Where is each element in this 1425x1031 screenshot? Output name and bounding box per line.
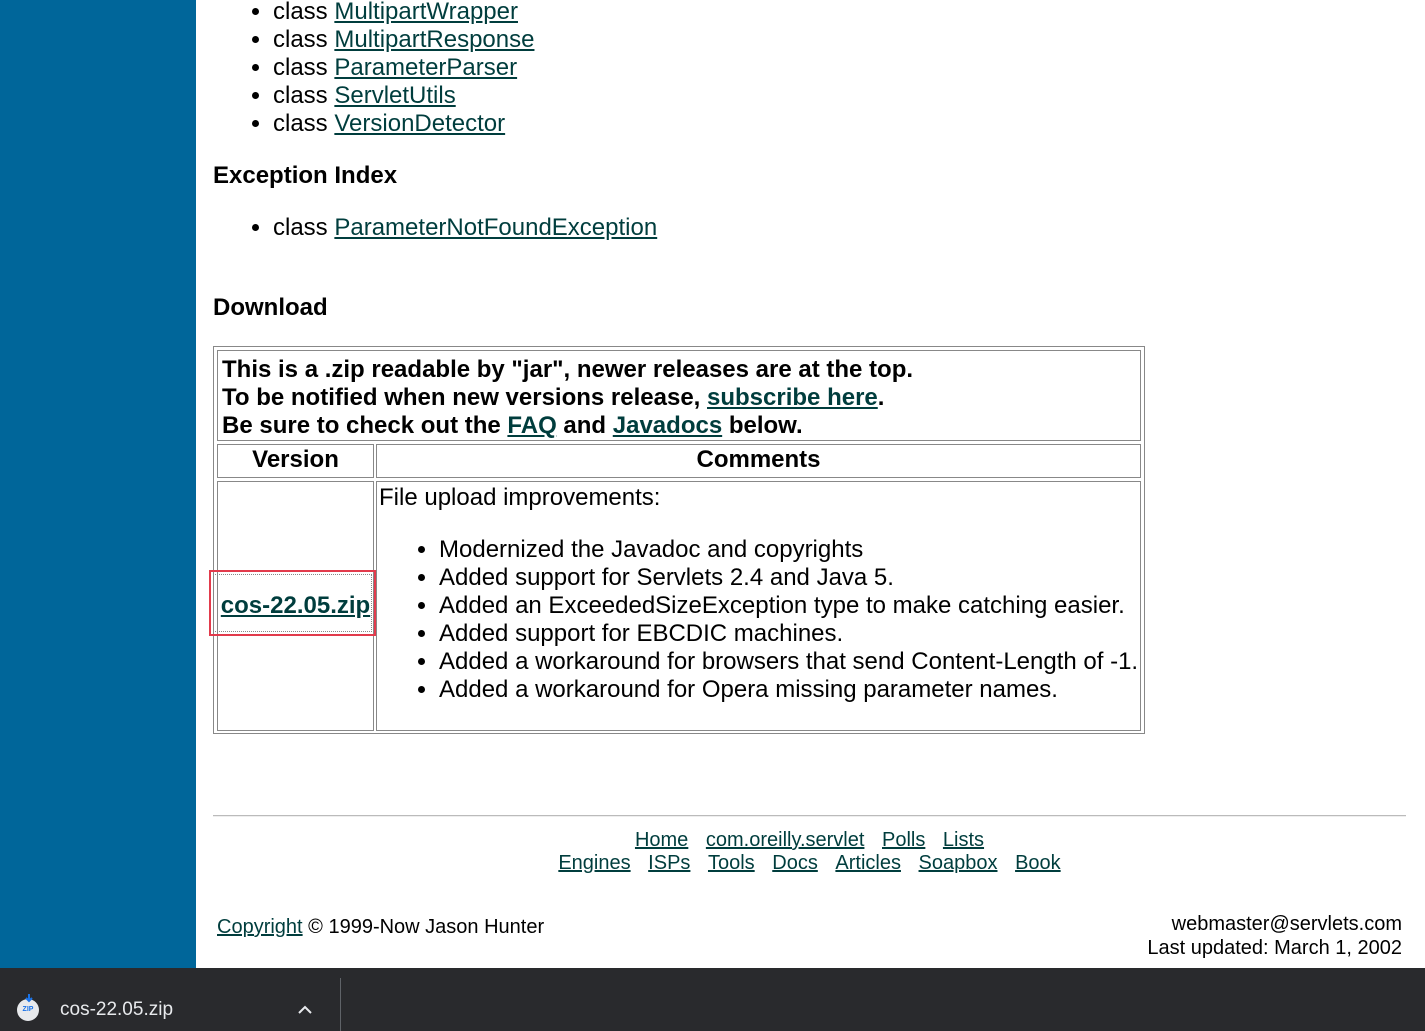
footer-link-cos[interactable]: com.oreilly.servlet: [705, 829, 865, 851]
version-download-link[interactable]: cos-22.05.zip: [220, 592, 371, 619]
faq-link[interactable]: FAQ: [507, 412, 557, 439]
list-item: • Added an ExceededSizeException type to make catching easier.: [439, 592, 1140, 620]
download-heading: Download: [213, 294, 328, 321]
version-column-header: Version: [217, 444, 374, 478]
comment-list: [379, 536, 1140, 704]
exception-index-heading: Exception Index: [213, 162, 398, 189]
footer-link-docs[interactable]: Docs: [772, 852, 818, 874]
list-item: • class MultipartResponse: [273, 26, 534, 54]
intro-line-2: To be notified when new versions release, subscribe here.: [222, 384, 885, 411]
javadocs-link[interactable]: Javadocs: [612, 412, 723, 439]
footer-link-lists[interactable]: Lists: [942, 829, 985, 851]
version-cell: [217, 481, 374, 731]
webmaster-email: webmaster@servlets.com: [1171, 913, 1402, 935]
last-updated: Last updated: March 1, 2002: [1147, 937, 1402, 959]
main-content: [213, 0, 1408, 968]
footer-link-isps[interactable]: ISPs: [648, 852, 691, 874]
exception-link-parameternotfound[interactable]: ParameterNotFoundException: [334, 214, 658, 241]
list-item: • Added support for Servlets 2.4 and Java 5.: [439, 564, 1140, 592]
class-link-multipartresponse[interactable]: MultipartResponse: [334, 26, 535, 53]
list-item: • Added a workaround for Opera missing parameter names.: [439, 676, 1140, 704]
list-item: • class ServletUtils: [273, 82, 534, 110]
footer-link-soapbox[interactable]: Soapbox: [918, 852, 998, 874]
footer-link-home[interactable]: Home: [634, 829, 689, 851]
download-arrow-icon: [24, 994, 34, 1004]
list-item: • Added support for EBCDIC machines.: [439, 620, 1140, 648]
zip-file-icon: ZIP: [17, 999, 39, 1021]
downloads-bar-divider: [340, 978, 341, 1031]
comment-heading: File upload improvements:: [379, 484, 661, 511]
download-table: [213, 346, 1145, 734]
intro-line-3: Be sure to check out the FAQ and Javadocs below.: [222, 412, 803, 439]
download-intro-cell: [217, 350, 1141, 441]
footer-link-articles[interactable]: Articles: [835, 852, 901, 874]
chevron-up-icon[interactable]: [297, 1005, 313, 1015]
footer-link-tools[interactable]: Tools: [707, 852, 755, 874]
class-link-versiondetector[interactable]: VersionDetector: [334, 110, 506, 137]
comments-column-header: Comments: [376, 444, 1141, 478]
list-item: • class MultipartWrapper: [273, 0, 534, 26]
left-sidebar: [0, 0, 196, 968]
intro-line-1: This is a .zip readable by "jar", newer releases are at the top.: [222, 356, 914, 383]
comments-cell: [376, 481, 1141, 731]
download-filename: cos-22.05.zip: [60, 999, 174, 1020]
class-link-servletutils[interactable]: ServletUtils: [334, 82, 456, 109]
list-item: • class ParameterNotFoundException: [273, 214, 657, 242]
footer-link-polls[interactable]: Polls: [882, 829, 926, 851]
footer-link-book[interactable]: Book: [1015, 852, 1061, 874]
focus-highlight: [209, 570, 376, 636]
list-item: • class VersionDetector: [273, 110, 534, 138]
class-list: [213, 0, 534, 138]
footer-nav-row-2: [213, 852, 1406, 875]
list-item: • class ParameterParser: [273, 54, 534, 82]
footer-nav-row-1: [213, 829, 1406, 852]
class-link-multipartwrapper[interactable]: MultipartWrapper: [334, 0, 518, 25]
subscribe-link[interactable]: subscribe here: [707, 384, 878, 411]
footer-right-info: [1147, 912, 1402, 960]
list-item: • Modernized the Javadoc and copyrights: [439, 536, 1140, 564]
copyright-notice: Copyright © 1999-Now Jason Hunter: [217, 916, 545, 938]
list-item: • Added a workaround for browsers that send Content-Length of -1.: [439, 648, 1140, 676]
class-link-parameterparser[interactable]: ParameterParser: [334, 54, 518, 81]
download-item[interactable]: [0, 980, 338, 1031]
exception-list: [213, 214, 657, 242]
footer-link-engines[interactable]: Engines: [558, 852, 631, 874]
copyright-link[interactable]: Copyright: [217, 916, 303, 938]
footer-divider: [213, 815, 1406, 817]
